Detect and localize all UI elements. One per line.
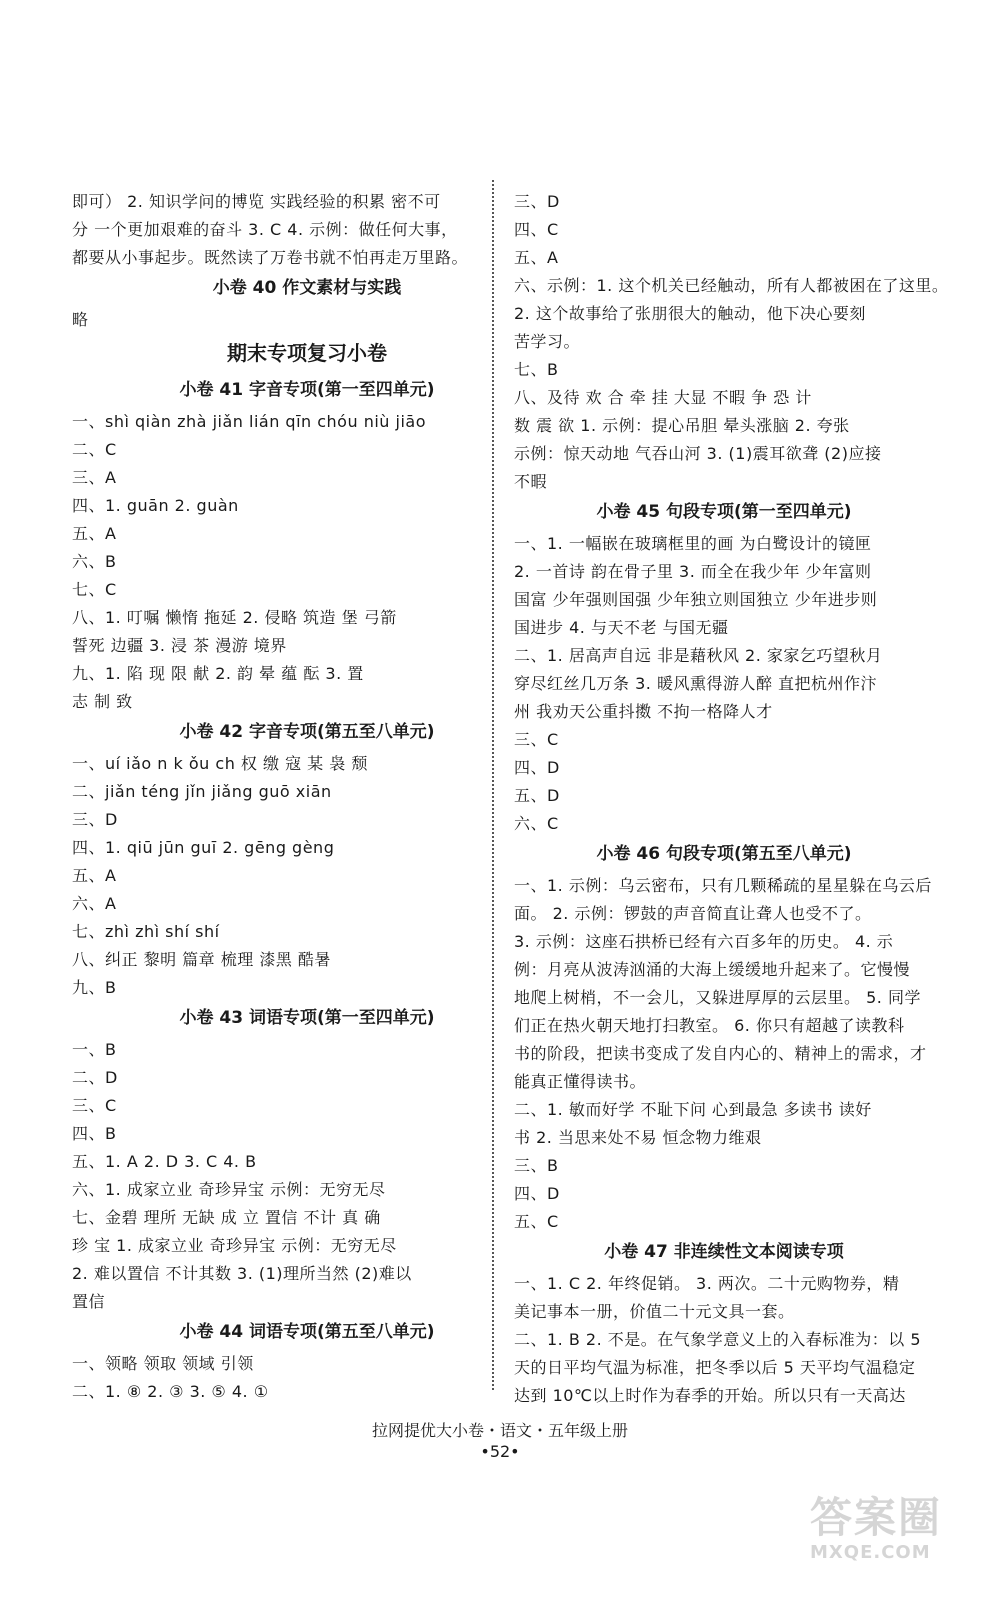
answer-line: 七、C — [72, 580, 117, 599]
answer-line: 六、示例：1. 这个机关已经触动，所有人都被困在了这里。 — [514, 276, 949, 295]
right-column — [514, 188, 949, 1410]
answer-line: 3. 示例：这座石拱桥已经有六百多年的历史。 4. 示 — [514, 932, 894, 951]
answer-line: 苦学习。 — [514, 332, 581, 351]
answer-line: 数 震 欲 1. 示例：提心吊胆 晕头涨脑 2. 夸张 — [514, 416, 850, 435]
answer-line: 八、1. 叮嘱 懒惰 拖延 2. 侵略 筑造 堡 弓箭 — [72, 608, 397, 627]
answer-line: 国进步 4. 与天不老 与国无疆 — [514, 618, 729, 637]
answer-line: 2. 难以置信 不计其数 3. (1)理所当然 (2)难以 — [72, 1264, 412, 1283]
answer-line: 置信 — [72, 1292, 106, 1311]
footer-book-title: 拉网提优大小卷・语文・五年级上册 — [371, 1421, 628, 1440]
answer-line: 四、D — [514, 758, 560, 777]
watermark-logo — [810, 1494, 980, 1584]
quiz-title: 小卷 42 字音专项(第五至八单元) — [179, 722, 435, 742]
answer-line: 七、B — [514, 360, 559, 379]
answer-line: 三、C — [514, 730, 559, 749]
answer-line: 八、纠正 黎明 篇章 梳理 漆黑 酷暑 — [72, 950, 331, 969]
answer-line: 二、1. 居高声自远 非是藉秋风 2. 家家乞巧望秋月 — [514, 646, 883, 665]
answer-line: 三、D — [72, 810, 118, 829]
left-column — [72, 188, 542, 1406]
answer-line: 五、A — [514, 248, 559, 267]
answer-line: 州 我劝天公重抖擞 不拘一格降人才 — [514, 702, 773, 721]
answer-line: 五、D — [514, 786, 560, 805]
answer-line: 天的日平均气温为标准，把冬季以后 5 天平均气温稳定 — [514, 1358, 916, 1377]
answer-line: 九、1. 陷 现 限 献 2. 韵 晕 蕴 酝 3. 置 — [72, 664, 364, 683]
answer-line: 三、C — [72, 1096, 117, 1115]
answer-line: 一、1. 一幅嵌在玻璃框里的画 为白鹭设计的镜匣 — [514, 534, 872, 553]
column-divider — [492, 180, 494, 1390]
answer-line: 三、B — [514, 1156, 559, 1175]
answer-line: 四、B — [72, 1124, 117, 1143]
answer-line: 四、D — [514, 1184, 560, 1203]
quiz-title: 小卷 41 字音专项(第一至四单元) — [179, 380, 435, 400]
answer-line: 穿尽红丝几万条 3. 暖风熏得游人醉 直把杭州作汴 — [514, 674, 878, 693]
answer-line: 分 一个更加艰难的奋斗 3. C 4. 示例：做任何大事， — [72, 220, 458, 239]
answer-line: 一、领略 领取 领域 引领 — [72, 1354, 254, 1373]
answer-line: 能真正懂得读书。 — [514, 1072, 647, 1091]
answer-line: 达到 10℃以上时作为春季的开始。所以只有一天高达 — [514, 1386, 906, 1405]
quiz-title: 小卷 40 作文素材与实践 — [212, 278, 402, 298]
answer-line: 一、uí iǎo n k ǒu ch 权 缴 寇 某 袅 颓 — [72, 754, 368, 773]
answer-line: 五、A — [72, 866, 117, 885]
answer-line: 书 2. 当思来处不易 恒念物力维艰 — [514, 1128, 762, 1147]
answer-line: 珍 宝 1. 成家立业 奇珍异宝 示例：无穷无尽 — [72, 1236, 397, 1255]
answer-line: 不暇 — [514, 472, 548, 491]
answer-line: 一、1. 示例：乌云密布，只有几颗稀疏的星星躲在乌云后 — [514, 876, 932, 895]
answer-line: 一、1. C 2. 年终促销。 3. 两次。二十元购物券，精 — [514, 1274, 900, 1293]
answer-line: 七、金碧 理所 无缺 成 立 置信 不计 真 确 — [72, 1208, 381, 1227]
quiz-title: 小卷 43 词语专项(第一至四单元) — [179, 1008, 435, 1028]
watermark-brand: 答案圈 — [810, 1493, 943, 1542]
answer-line: 志 制 致 — [72, 692, 133, 711]
answer-line: 美记事本一册，价值二十元文具一套。 — [514, 1302, 795, 1321]
answer-line: 二、1. 敏而好学 不耻下问 心到最急 多读书 读好 — [514, 1100, 872, 1119]
answer-line: 二、D — [72, 1068, 118, 1087]
answer-line: 例：月亮从波涛汹涌的大海上缓缓地升起来了。它慢慢 — [514, 960, 911, 979]
answer-line: 示例：惊天动地 气吞山河 3. (1)震耳欲聋 (2)应接 — [514, 444, 882, 463]
answer-line: 二、jiǎn téng jǐn jiǎng guō xiān — [72, 782, 332, 801]
watermark-url: MXQE.COM — [810, 1542, 931, 1563]
answer-line: 六、C — [514, 814, 559, 833]
answer-line: 都要从小事起步。既然读了万卷书就不怕再走万里路。 — [72, 248, 469, 267]
answer-line: 五、1. A 2. D 3. C 4. B — [72, 1152, 257, 1171]
answer-line: 四、1. guān 2. guàn — [72, 496, 239, 515]
answer-line: 誓死 边疆 3. 浸 茶 漫游 境界 — [72, 636, 287, 655]
answer-line: 四、C — [514, 220, 559, 239]
answer-line: 即可） 2. 知识学问的博览 实践经验的积累 密不可 — [72, 192, 441, 211]
answer-line: 一、shì qiàn zhà jiǎn lián qīn chóu niù jiāo — [72, 412, 426, 431]
section-heading: 期末专项复习小卷 — [227, 341, 387, 365]
answer-line: 三、A — [72, 468, 117, 487]
answer-line: 八、及待 欢 合 牵 挂 大显 不暇 争 恐 计 — [514, 388, 812, 407]
answer-line: 二、C — [72, 440, 117, 459]
footer-page-number: •52• — [480, 1442, 520, 1461]
answer-line: 五、C — [514, 1212, 559, 1231]
quiz-title: 小卷 47 非连续性文本阅读专项 — [604, 1242, 844, 1262]
answer-line: 六、A — [72, 894, 117, 913]
answer-line: 九、B — [72, 978, 117, 997]
answer-line: 六、B — [72, 552, 117, 571]
answer-line: 六、1. 成家立业 奇珍异宝 示例：无穷无尽 — [72, 1180, 386, 1199]
answer-line: 五、A — [72, 524, 117, 543]
answer-line: 三、D — [514, 192, 560, 211]
quiz-title: 小卷 45 句段专项(第一至四单元) — [596, 502, 852, 522]
answer-line: 2. 一首诗 韵在骨子里 3. 而全在我少年 少年富则 — [514, 562, 872, 581]
answer-line: 一、B — [72, 1040, 117, 1059]
answer-line: 四、1. qiū jūn guī 2. gēng gèng — [72, 838, 335, 857]
answer-line: 二、1. B 2. 不是。在气象学意义上的入春标准为：以 5 — [514, 1330, 922, 1349]
answer-line: 国富 少年强则国强 少年独立则国独立 少年进步则 — [514, 590, 878, 609]
quiz-title: 小卷 44 词语专项(第五至八单元) — [179, 1322, 435, 1342]
answer-line: 书的阶段，把读书变成了发自内心的、精神上的需求，才 — [514, 1044, 927, 1063]
answer-line: 们正在热火朝天地打扫教室。 6. 你只有超越了读教科 — [514, 1016, 905, 1035]
answer-line: 2. 这个故事给了张朋很大的触动，他下决心要刻 — [514, 304, 866, 323]
answer-line: 七、zhì zhì shí shí — [72, 922, 220, 941]
quiz-title: 小卷 46 句段专项(第五至八单元) — [596, 844, 852, 864]
answer-line: 地爬上树梢，不一会儿，又躲进厚厚的云层里。 5. 同学 — [514, 988, 921, 1007]
answer-line: 二、1. ⑧ 2. ③ 3. ⑤ 4. ① — [72, 1382, 269, 1401]
answer-line: 面。 2. 示例：锣鼓的声音简直让聋人也受不了。 — [514, 904, 872, 923]
answer-line: 略 — [72, 310, 89, 329]
